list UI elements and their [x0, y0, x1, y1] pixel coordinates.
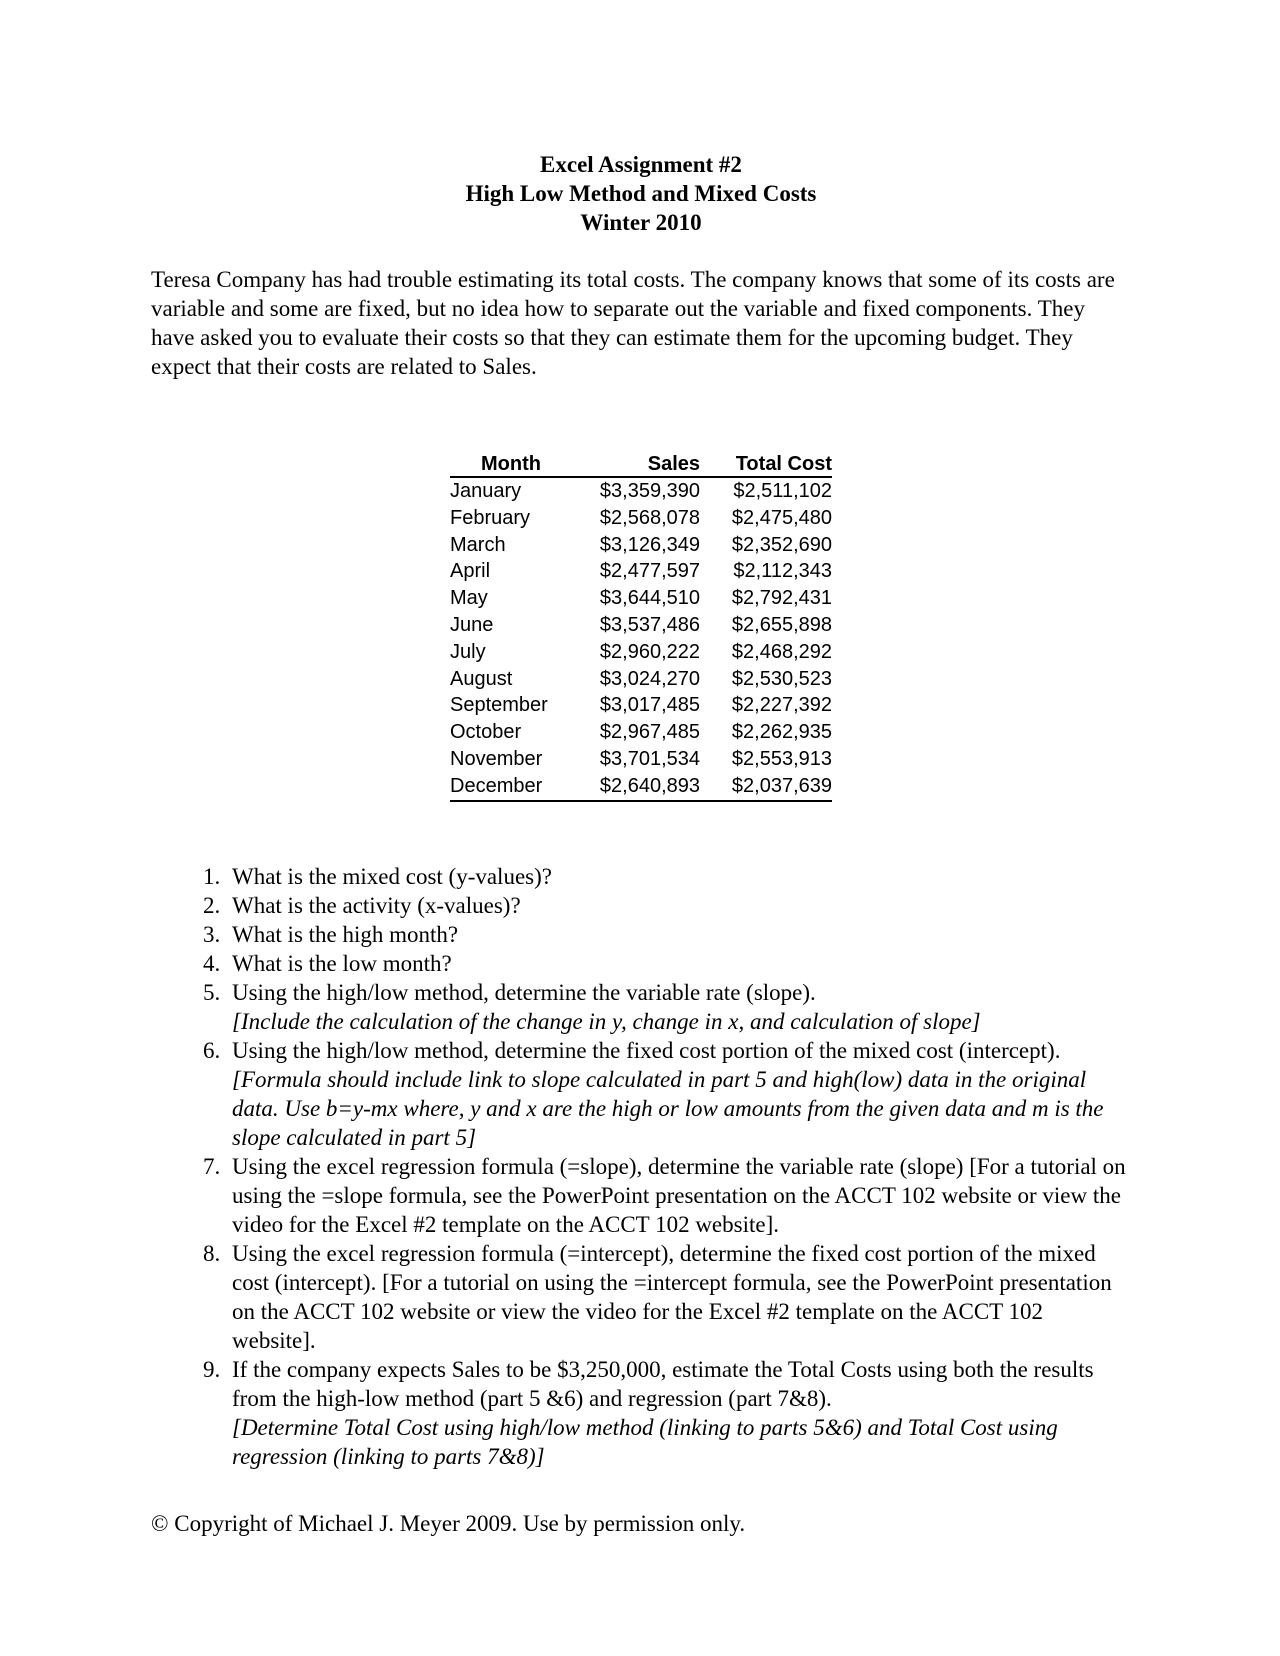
month-cell: May: [450, 587, 488, 610]
total-cost-cell: $2,037,639: [700, 773, 832, 801]
month-cell: February: [450, 506, 531, 529]
sales-cell: $2,960,222: [599, 640, 700, 663]
sales-cell: $3,359,390: [599, 480, 700, 502]
month-cell: July: [450, 640, 486, 663]
question-text: Using the excel regression formula (=slope), determine the variable rate (slope) [For a tutorial on using the =slope formula, see the PowerPoint presentation on the ACCT 102 website or view the video for the Excel #2 template on the ACCT 102 website].: [232, 1153, 1126, 1237]
cost-data-table-wrapper: [450, 452, 832, 802]
question-item: [226, 978, 1131, 1036]
month-cell: December: [450, 773, 572, 801]
question-text: Using the excel regression formula (=intercept), determine the fixed cost portion of the mixed cost (intercept). [For a tutorial on using the =intercept formula, see the PowerPoint presentation on the ACCT 102 website or view the video for the Excel #2 template on the ACCT 102 website].: [232, 1240, 1112, 1353]
total-cost-cell: $2,468,292: [731, 640, 832, 663]
sales-cell: $2,967,485: [599, 721, 700, 744]
question-text: What is the low month?: [232, 950, 452, 976]
total-cost-cell: $2,352,690: [731, 533, 832, 556]
month-cell: October: [450, 721, 522, 744]
column-header-sales: Sales: [572, 452, 700, 477]
table-row: [450, 719, 832, 746]
question-text: What is the high month?: [232, 921, 459, 947]
question-item: [226, 1239, 1131, 1355]
sales-cell: $2,477,597: [599, 560, 700, 583]
question-item: [226, 891, 1131, 920]
total-cost-cell: $2,227,392: [731, 694, 832, 717]
table-row: [450, 692, 832, 719]
cost-data-table: [450, 452, 832, 802]
sales-cell: $3,644,510: [599, 587, 700, 610]
month-cell: June: [450, 613, 494, 636]
table-header-row: [450, 452, 832, 477]
sales-cell: $2,568,078: [599, 506, 700, 529]
total-cost-cell: $2,655,898: [731, 613, 832, 636]
question-item: [226, 920, 1131, 949]
table-row: [450, 477, 832, 505]
total-cost-cell: $2,475,480: [731, 506, 832, 529]
table-row: [450, 612, 832, 639]
question-list: [151, 862, 1131, 1471]
total-cost-cell: $2,792,431: [731, 587, 832, 610]
table-row: [450, 639, 832, 666]
question-item: [226, 1355, 1131, 1471]
month-cell: September: [450, 694, 548, 717]
table-row: [450, 666, 832, 693]
question-note: [Formula should include link to slope calculated in part 5 and high(low) data in the original data. Use b=y-mx where, y and x are the high or low amounts from the given data and m is the slope calculated in part 5]: [232, 1066, 1104, 1150]
copyright-notice: © Copyright of Michael J. Meyer 2009. Use by permission only.: [151, 1510, 746, 1536]
total-cost-cell: $2,112,343: [733, 560, 832, 583]
month-cell: April: [450, 560, 491, 583]
title-line-3: Winter 2010: [580, 210, 702, 235]
question-item: [226, 862, 1131, 891]
column-header-month: Month: [450, 452, 572, 477]
title-line-1: Excel Assignment #2: [540, 152, 742, 177]
total-cost-cell: $2,262,935: [731, 721, 832, 744]
sales-cell: $3,701,534: [599, 747, 700, 770]
sales-cell: $3,024,270: [599, 667, 700, 690]
question-text: What is the mixed cost (y-values)?: [232, 863, 552, 889]
month-cell: August: [450, 667, 513, 690]
table-row: [450, 773, 832, 801]
month-cell: November: [450, 747, 543, 770]
question-item: [226, 949, 1131, 978]
title-line-2: High Low Method and Mixed Costs: [465, 181, 817, 206]
question-text: Using the high/low method, determine the variable rate (slope).: [232, 979, 816, 1005]
sales-cell: $2,640,893: [572, 773, 700, 801]
table-row: [450, 746, 832, 773]
table-row: [450, 532, 832, 559]
total-cost-cell: $2,511,102: [733, 480, 832, 502]
total-cost-cell: $2,530,523: [731, 667, 832, 690]
question-text: What is the activity (x-values)?: [232, 892, 521, 918]
month-cell: March: [450, 533, 506, 556]
month-cell: January: [450, 480, 522, 502]
question-text: Using the high/low method, determine the fixed cost portion of the mixed cost (intercept).: [232, 1037, 1061, 1063]
table-row: [450, 585, 832, 612]
document-title: [151, 150, 1131, 237]
intro-paragraph: Teresa Company has had trouble estimating its total costs. The company knows that some of its costs are variable and some are fixed, but no idea how to separate out the variable and fixed components. They have asked you to evaluate their costs so that they can estimate them for the upcoming budget. They expect that their costs are related to Sales.: [151, 267, 1115, 379]
sales-cell: $3,537,486: [599, 613, 700, 636]
total-cost-cell: $2,553,913: [731, 747, 832, 770]
table-row: [450, 558, 832, 585]
question-item: [226, 1152, 1131, 1239]
question-note: [Determine Total Cost using high/low method (linking to parts 5&6) and Total Cost using regression (linking to parts 7&8)]: [232, 1414, 1058, 1469]
question-text: If the company expects Sales to be $3,250,000, estimate the Total Costs using both the results from the high-low method (part 5 &6) and regression (part 7&8).: [232, 1356, 1094, 1411]
table-row: [450, 505, 832, 532]
sales-cell: $3,126,349: [599, 533, 700, 556]
document-page: [151, 150, 1131, 1538]
column-header-total-cost: Total Cost: [700, 452, 832, 477]
question-item: [226, 1036, 1131, 1152]
question-note: [Include the calculation of the change in y, change in x, and calculation of slope]: [232, 1008, 981, 1034]
sales-cell: $3,017,485: [599, 694, 700, 717]
